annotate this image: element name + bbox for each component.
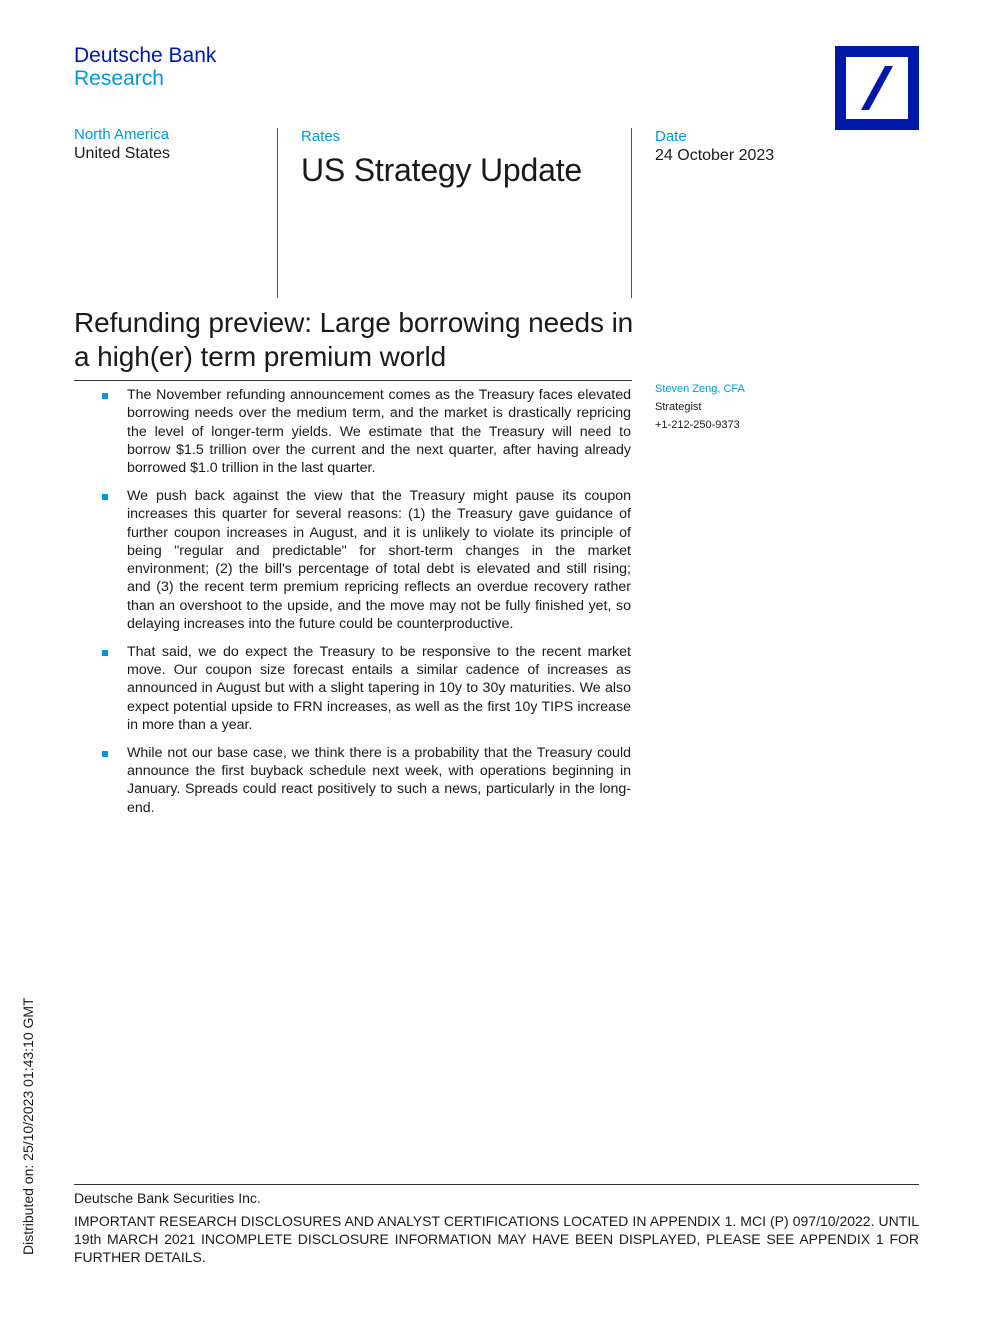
square-bullet-icon — [102, 650, 108, 656]
square-bullet-icon — [102, 494, 108, 500]
brand-subtitle: Research — [74, 67, 164, 90]
date-label: Date — [655, 128, 687, 145]
footer-company: Deutsche Bank Securities Inc. — [74, 1190, 261, 1206]
category-label: Rates — [301, 128, 341, 145]
date-value: 24 October 2023 — [655, 147, 775, 164]
bullet-text: The November refunding announcement comes as the Treasury faces elevated borrowing needs over the medium term, and the market is drastically repricing the level of longer-term yields. We estimate that the Treasury will need to borrow $1.5 trillion over the current and the next quarter, after having already borrowed $1.0 trillion in the last quarter. — [127, 387, 631, 477]
list-item — [100, 744, 631, 817]
bullet-text: We push back against the view that the Treasury might pause its coupon increases this quarter for several reasons: (1) the Treasury gave guidance of further coupon increases in August, and it is unlikely to violate its principle of being "regular and predictable" for short-term changes in the market environment; (2) the bill's percentage of total debt is elevated and still rising; and (3) the recent term premium repricing reflects an overdue recovery rather than an overshoot to the upside, and the move may not be fully finished yet, so delaying increases into the future could be counterproductive. — [127, 487, 631, 633]
date-block — [631, 128, 911, 298]
list-item — [100, 487, 631, 633]
bullet-text: While not our base case, we think there is a probability that the Treasury could announce the first buyback schedule next week, with operations beginning in January. Spreads could react positively to such a news, particularly in the long-end. — [127, 744, 631, 816]
deutsche-bank-logo-icon — [835, 46, 919, 130]
author-block — [655, 380, 855, 434]
footer-disclosure: IMPORTANT RESEARCH DISCLOSURES AND ANALYST CERTIFICATIONS LOCATED IN APPENDIX 1. MCI (P) 097/10/2022. UNTIL 19th MARCH 2021 INCOMPLETE DISCLOSURE INFORMATION MAY HAVE BEEN DISPLAYED, PLEASE SEE APPENDIX 1 FOR FURTHER DETAILS. — [74, 1213, 919, 1265]
footer-divider — [74, 1184, 919, 1185]
author-name[interactable]: Steven Zeng, CFA — [655, 383, 745, 395]
summary-bullets — [100, 386, 631, 827]
list-item — [100, 386, 631, 477]
author-role: Strategist — [655, 401, 702, 413]
region-block — [74, 126, 264, 163]
headline: Refunding preview: Large borrowing needs in a high(er) term premium world — [74, 307, 634, 372]
author-phone: +1-212-250-9373 — [655, 419, 740, 431]
square-bullet-icon — [102, 751, 108, 757]
report-title: US Strategy Update — [301, 152, 582, 188]
brand-block — [74, 44, 216, 90]
square-bullet-icon — [102, 393, 108, 399]
region-label: North America — [74, 126, 170, 143]
headline-divider — [74, 380, 632, 381]
region-value: United States — [74, 145, 171, 162]
report-title-block — [277, 128, 632, 298]
brand-name: Deutsche Bank — [74, 44, 217, 67]
list-item — [100, 643, 631, 734]
distribution-stamp: Distributed on: 25/10/2023 01:43:10 GMT — [20, 997, 36, 1255]
bullet-text: That said, we do expect the Treasury to be responsive to the recent market move. Our coupon size forecast entails a similar cadence of increases as announced in August but with a slight tapering in 10y to 30y maturities. We also expect potential upside to FRN increases, as well as the first 10y TIPS increase in more than a year. — [127, 643, 631, 734]
